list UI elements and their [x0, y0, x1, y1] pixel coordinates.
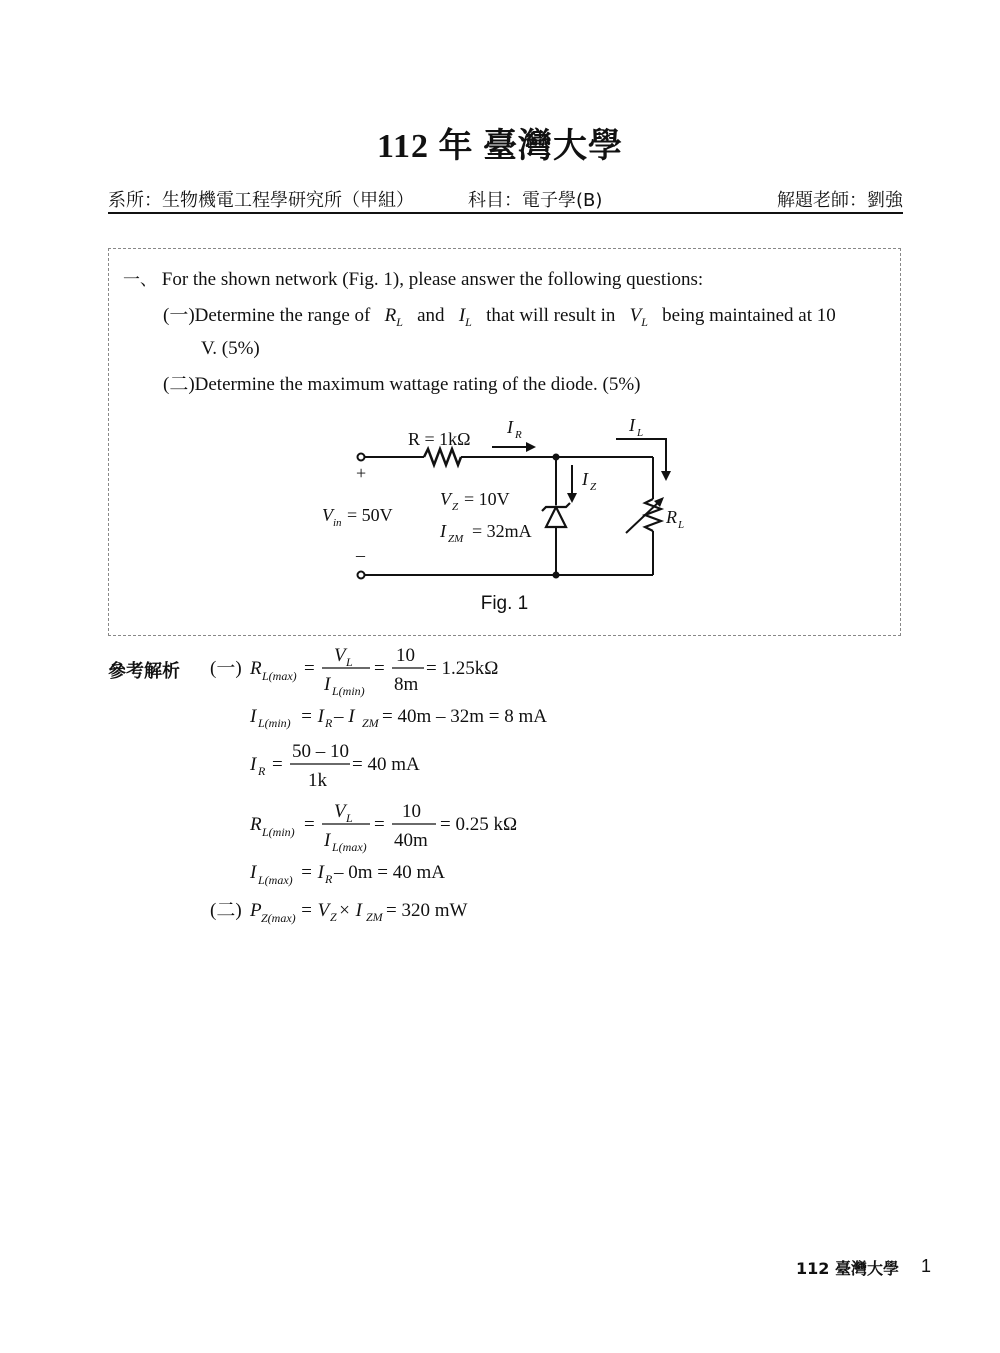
eq1-lhs: R: [250, 658, 262, 679]
eq2-rhs: = I: [300, 706, 324, 727]
part1-label: (一): [163, 305, 195, 326]
vz-sub: Z: [452, 501, 459, 513]
eq4-den1: I: [324, 830, 331, 851]
eq1-num1-sub: L: [346, 655, 353, 669]
part1-text-a: Determine the range of: [194, 305, 371, 326]
vz-label: V: [440, 489, 451, 509]
eq1-den1-sub: L(min): [332, 684, 365, 698]
eq4-eq1: =: [304, 814, 315, 835]
department-label: 系所：生物機電工程學研究所（甲組）: [108, 190, 414, 211]
page-number: 1: [921, 1256, 932, 1276]
rl-label: R: [666, 507, 677, 527]
eq1-lhs-sub: L(max): [262, 669, 297, 683]
eq3-num: 50 – 10: [292, 741, 349, 762]
eq1-result: = 1.25kΩ: [426, 658, 499, 679]
eq4-eq2: =: [374, 814, 385, 835]
part1-rl: R: [384, 305, 397, 326]
eq6-lhs: P: [250, 900, 262, 921]
eq1-num1: V: [334, 645, 346, 666]
part1-vl: V: [629, 305, 642, 326]
equation-1: [249, 645, 498, 698]
answer-label: 參考解析: [108, 661, 180, 682]
eq1-den2: 8m: [394, 674, 419, 695]
eq1-eq1: =: [304, 658, 315, 679]
eq2-lhs-sub: L(min): [258, 716, 291, 730]
question-part1-cont: V. (5%): [201, 338, 260, 359]
il-sub: L: [637, 427, 644, 439]
part2-text: Determine the maximum wattage rating of the diode. (5%): [194, 374, 641, 395]
eq5-lhs: I: [250, 862, 257, 883]
question-text: For the shown network (Fig. 1), please answer the following questions:: [161, 269, 704, 290]
ir-label: I: [507, 417, 513, 437]
eq4-den2: 40m: [394, 830, 428, 851]
vin-sub: in: [333, 517, 342, 529]
eq4-lhs: R: [250, 814, 262, 835]
eq6-rhs: = V: [300, 900, 330, 921]
eq6-lhs-sub: Z(max): [261, 911, 296, 925]
eq5-result: – 0m = 40 mA: [334, 862, 445, 883]
vz-value: = 10V: [464, 489, 510, 509]
eq4-lhs-sub: L(min): [262, 825, 295, 839]
part1-vl-sub: L: [641, 315, 648, 329]
eq6-rhs-sub1: Z: [330, 910, 337, 924]
part1-rl-sub: L: [396, 315, 403, 329]
iz-label: I: [582, 469, 588, 489]
eq3-lhs-sub: R: [258, 764, 266, 778]
plus-sign: +: [356, 463, 367, 483]
eq4-num1-sub: L: [346, 811, 353, 825]
eq1-den1: I: [324, 674, 331, 695]
eq3-eq: =: [272, 754, 283, 775]
izm-label: I: [440, 521, 446, 541]
eq5-rhs-sub: R: [325, 872, 333, 886]
question-number: 一、: [123, 270, 157, 290]
footer-text: 112 臺灣大學: [796, 1259, 899, 1278]
subject-label: 科目：電子學(B): [468, 190, 603, 211]
part1-text-c: being maintained at 10: [662, 305, 836, 326]
izm-sub: ZM: [448, 533, 464, 545]
eq5-lhs-sub: L(max): [258, 873, 293, 887]
eq2-rhs-sub1: R: [325, 716, 333, 730]
part1-il: I: [458, 305, 466, 326]
answer-part2-label: (二): [210, 900, 242, 921]
part2-label: (二): [163, 374, 195, 395]
eq6-result: = 320 mW: [386, 900, 468, 921]
equation-4: [249, 801, 517, 854]
eq1-eq2: =: [374, 658, 385, 679]
eq4-result: = 0.25 kΩ: [440, 814, 518, 835]
izm-value: = 32mA: [472, 521, 532, 541]
rl-sub: L: [678, 519, 685, 531]
eq3-lhs: I: [250, 754, 257, 775]
minus-sign: –: [356, 545, 365, 565]
eq2-lhs: I: [250, 706, 257, 727]
il-label: I: [629, 415, 635, 435]
eq2-result: = 40m – 32m = 8 mA: [382, 706, 547, 727]
answer-part1-label: (一): [210, 658, 242, 679]
equation-6: [249, 900, 467, 925]
r-label: R = 1kΩ: [408, 429, 471, 449]
eq4-den1-sub: L(max): [332, 840, 367, 854]
part1-text-b: that will result in: [486, 305, 616, 326]
equation-3: [249, 741, 420, 791]
teacher-label: 解題老師：劉強: [777, 190, 903, 211]
equation-5: [249, 862, 445, 887]
eq3-den: 1k: [308, 770, 327, 791]
eq1-num2: 10: [396, 645, 415, 666]
ir-sub: R: [515, 429, 522, 441]
eq6-rhs-sub2: ZM: [366, 910, 383, 924]
equation-2: [249, 706, 547, 730]
part1-il-sub: L: [465, 315, 472, 329]
page-title: 112 年 臺灣大學: [376, 128, 624, 165]
eq5-rhs: = I: [300, 862, 324, 883]
vin-label: V: [322, 505, 333, 525]
eq4-num2: 10: [402, 801, 421, 822]
eq4-num1: V: [334, 801, 346, 822]
eq2-rhs-sub2: ZM: [362, 716, 379, 730]
figure-caption: Fig. 1: [480, 593, 529, 614]
eq3-result: = 40 mA: [352, 754, 420, 775]
iz-sub: Z: [590, 481, 597, 493]
vin-value: = 50V: [347, 505, 393, 525]
eq6-mid: × I: [338, 900, 362, 921]
eq2-mid: – I: [334, 706, 355, 727]
part1-and: and: [417, 305, 445, 326]
